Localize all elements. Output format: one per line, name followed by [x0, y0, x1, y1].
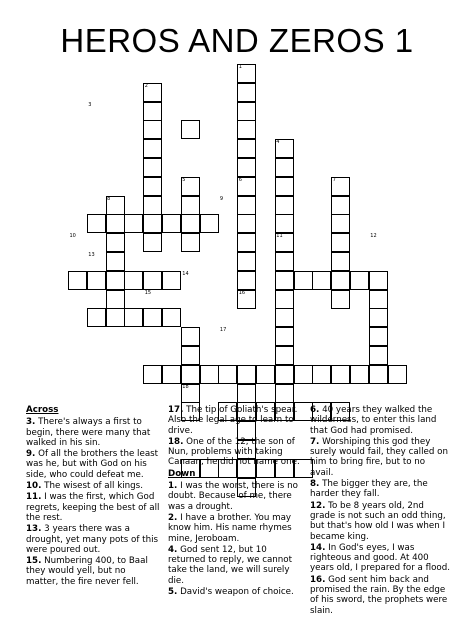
grid-cell[interactable]	[106, 271, 125, 290]
grid-cell[interactable]	[388, 365, 407, 384]
grid-cell[interactable]	[87, 271, 106, 290]
grid-number-9: 9	[219, 195, 224, 202]
grid-cell[interactable]	[237, 83, 256, 102]
grid-number-12: 12	[370, 233, 377, 240]
grid-cell[interactable]	[181, 196, 200, 215]
grid-cell[interactable]	[331, 290, 350, 309]
grid-cell[interactable]	[369, 271, 388, 290]
grid-cell[interactable]	[350, 365, 369, 384]
grid-cell[interactable]	[275, 214, 294, 233]
grid-cell[interactable]	[124, 308, 143, 327]
clues-column-2	[168, 405, 304, 598]
clue-down-8: 8. The bigger they are, the harder they fall.	[310, 479, 428, 500]
grid-cell[interactable]	[143, 214, 162, 233]
grid-number-16: 16	[238, 289, 246, 296]
grid-cell[interactable]	[350, 271, 369, 290]
grid-cell[interactable]	[143, 120, 162, 139]
grid-cell[interactable]	[87, 214, 106, 233]
grid-number-13: 13	[88, 252, 95, 258]
grid-cell[interactable]	[237, 271, 256, 290]
grid-cell[interactable]	[237, 158, 256, 177]
grid-number-17: 17	[219, 327, 227, 334]
clue-across-17: 17. The tip of Goliath's spear. Also the legal age to learn to drive.	[168, 405, 298, 436]
grid-cell[interactable]	[87, 308, 106, 327]
grid-cell[interactable]	[181, 214, 200, 233]
grid-cell[interactable]	[106, 290, 125, 309]
grid-cell[interactable]	[143, 139, 162, 158]
down-heading: Down	[168, 468, 196, 479]
grid-cell[interactable]	[106, 308, 125, 327]
clue-across-18: 18. One of the 12, the son of Nun, problems with taking Canaan, he did not name one.	[168, 436, 300, 468]
clue-down-2: 2. I have a brother. You may know him. His name rhymes mine, Jeroboam.	[168, 512, 292, 544]
grid-number-8: 8	[107, 195, 111, 202]
puzzle-title: HEROS AND ZEROS 1	[60, 22, 414, 59]
grid-cell[interactable]	[68, 271, 87, 290]
grid-number-14: 14	[182, 270, 189, 277]
grid-cell[interactable]	[312, 271, 331, 290]
grid-cell[interactable]	[106, 233, 125, 252]
grid-cell[interactable]	[275, 327, 294, 346]
grid-cell[interactable]	[237, 384, 256, 403]
grid-number-5: 5	[182, 176, 186, 183]
grid-cell[interactable]	[106, 214, 125, 233]
grid-cell[interactable]	[275, 252, 294, 271]
grid-cell[interactable]	[162, 365, 181, 384]
clue-across-9: 9. Of all the brothers the least was he, but with God on his side, who could defeat me.	[26, 449, 159, 480]
grid-number-4: 4	[276, 139, 280, 146]
grid-cell[interactable]	[369, 346, 388, 365]
across-heading: Across	[26, 405, 59, 415]
grid-cell[interactable]	[369, 308, 388, 327]
clue-across-11: 11. I was the first, which God regrets, keeping the best of all the rest.	[26, 492, 160, 523]
grid-number-3: 3	[88, 101, 92, 108]
grid-cell[interactable]	[331, 252, 350, 271]
grid-cell[interactable]	[124, 271, 143, 290]
clue-down-12: 12. To be 8 years old, 2nd grade is not such an odd thing, but that's how old I was when I became king.	[310, 500, 446, 542]
grid-cell[interactable]	[294, 365, 313, 384]
grid-cell[interactable]	[275, 271, 294, 290]
grid-cell[interactable]	[331, 365, 350, 384]
grid-cell[interactable]	[143, 233, 162, 252]
grid-cell[interactable]	[181, 120, 200, 139]
grid-number-7: 7	[332, 176, 336, 183]
grid-cell[interactable]	[143, 308, 162, 327]
clues-column-3	[310, 405, 450, 617]
grid-cell[interactable]	[106, 252, 125, 271]
grid-cell[interactable]	[143, 196, 162, 215]
grid-cell[interactable]	[369, 327, 388, 346]
clue-down-1: 1. I was the worst, there is no doubt. Because of me, there was a drought.	[168, 481, 298, 512]
clues-column-1	[26, 405, 160, 588]
grid-cell[interactable]	[369, 365, 388, 384]
grid-cell[interactable]	[256, 365, 275, 384]
grid-number-15: 15	[144, 289, 152, 296]
clue-down-6: 6. 40 years they walked the wilderness, to enter this land that God had promised.	[310, 405, 437, 436]
grid-cell[interactable]	[275, 177, 294, 196]
grid-number-2: 2	[144, 82, 148, 89]
grid-cell[interactable]	[237, 233, 256, 252]
clue-down-14: 14. In God's eyes, I was righteous and good. At 400 years old, I prepared for a flood.	[310, 542, 451, 574]
clue-across-10: 10. The wisest of all kings.	[26, 481, 143, 492]
grid-cell[interactable]	[275, 346, 294, 365]
grid-cell[interactable]	[331, 271, 350, 290]
grid-number-10: 10	[69, 233, 76, 240]
grid-cell[interactable]	[162, 214, 181, 233]
grid-cell[interactable]	[162, 271, 181, 290]
grid-cell[interactable]	[294, 271, 313, 290]
clue-down-4: 4. God sent 12, but 10 returned to reply, we cannot take the land, we will surely die.	[168, 544, 293, 586]
grid-cell[interactable]	[331, 233, 350, 252]
clue-across-13: 13. 3 years there was a drought, yet many pots of this were poured out.	[26, 524, 159, 555]
grid-cell[interactable]	[143, 158, 162, 177]
grid-cell[interactable]	[237, 214, 256, 233]
clue-across-15: 15. Numbering 400, to Baal they would yell, but no matter, the fire never fell.	[26, 556, 148, 587]
grid-cell[interactable]	[275, 365, 294, 384]
grid-cell[interactable]	[275, 158, 294, 177]
grid-cell[interactable]	[181, 233, 200, 252]
grid-cell[interactable]	[181, 365, 200, 384]
grid-cell[interactable]	[369, 290, 388, 309]
grid-cell[interactable]	[237, 365, 256, 384]
grid-number-1: 1	[238, 64, 242, 70]
grid-cell[interactable]	[181, 346, 200, 365]
grid-number-18: 18	[182, 383, 189, 390]
grid-cell[interactable]	[143, 365, 162, 384]
grid-cell[interactable]	[237, 139, 256, 158]
grid-cell[interactable]	[275, 290, 294, 309]
grid-cell[interactable]	[200, 214, 219, 233]
grid-cell[interactable]	[237, 102, 256, 121]
clue-down-16: 16. God sent him back and promised the rain. By the edge of his sword, the prophets were slain.	[310, 574, 448, 616]
grid-cell[interactable]	[275, 308, 294, 327]
grid-cell[interactable]	[237, 196, 256, 215]
grid-cell[interactable]	[312, 365, 331, 384]
grid-cell[interactable]	[181, 327, 200, 346]
grid-cell[interactable]	[124, 214, 143, 233]
grid-cell[interactable]	[143, 271, 162, 290]
grid-cell[interactable]	[237, 252, 256, 271]
grid-cell[interactable]	[218, 365, 237, 384]
grid-cell[interactable]	[200, 365, 219, 384]
grid-cell[interactable]	[331, 214, 350, 233]
grid-cell[interactable]	[331, 196, 350, 215]
grid-number-6: 6	[238, 176, 242, 183]
grid-cell[interactable]	[162, 308, 181, 327]
clue-down-5: 5. David's weapon of choice.	[168, 587, 294, 598]
grid-cell[interactable]	[275, 196, 294, 215]
clue-down-7: 7. Worshiping this god they surely would fail, they called on him to bring fire, but to no avail.	[310, 436, 448, 478]
grid-cell[interactable]	[143, 177, 162, 196]
clue-across-3: 3. There's always a first to begin, there were many that walked in his sin.	[26, 417, 151, 448]
grid-cell[interactable]	[275, 384, 294, 403]
grid-number-11: 11	[276, 233, 283, 240]
grid-cell[interactable]	[237, 120, 256, 139]
grid-cell[interactable]	[143, 102, 162, 121]
